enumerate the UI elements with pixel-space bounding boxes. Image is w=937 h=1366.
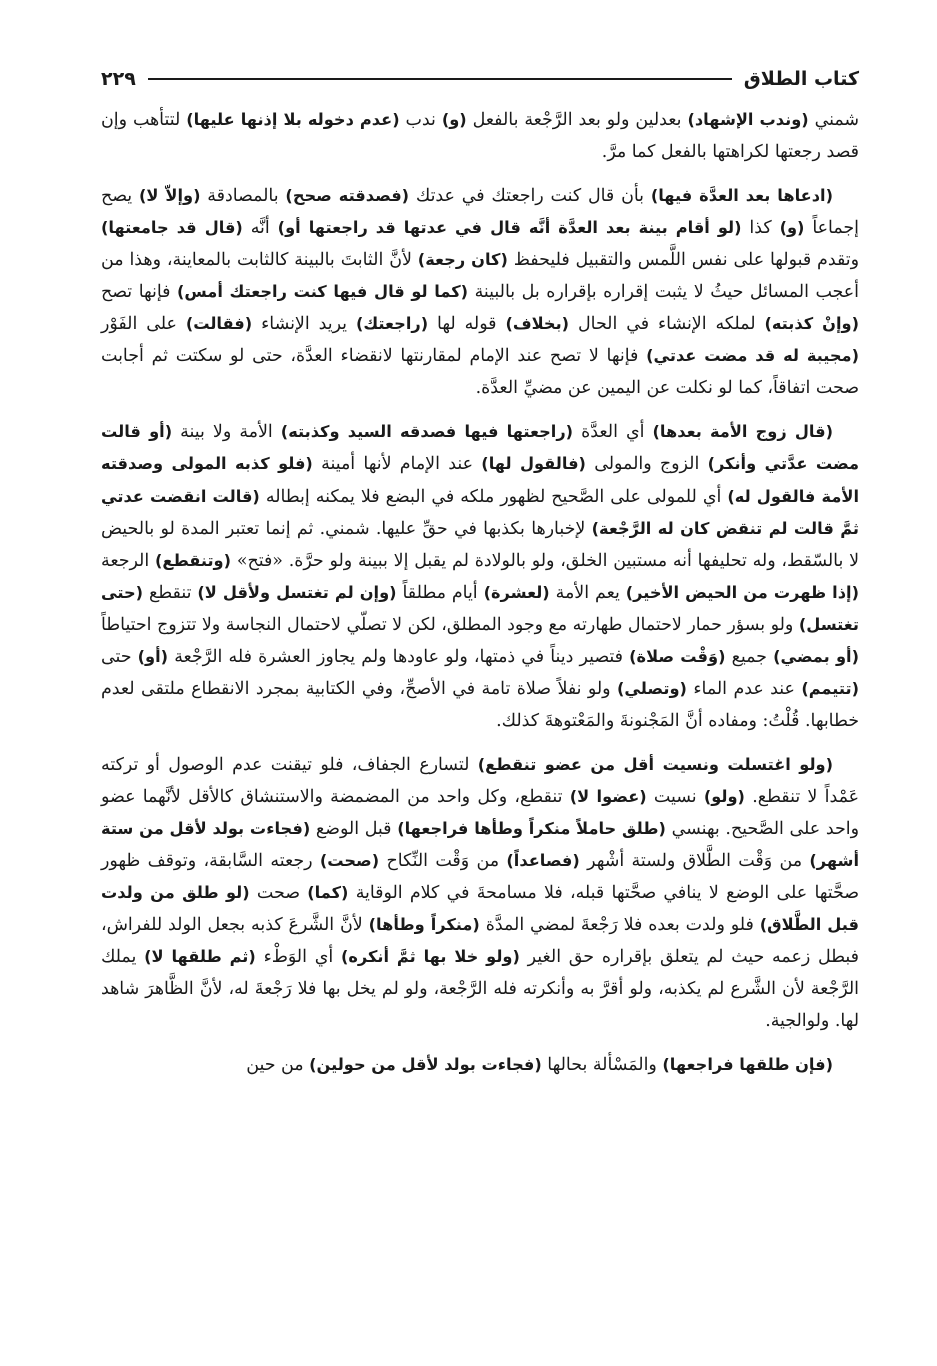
- commentary-text: الرجعة: [101, 550, 155, 571]
- commentary-text: أي للمولى على الصَّحيح لظهور ملكه في البضع فلا يمكنه إبطاله: [259, 486, 728, 507]
- matn-text: (وتصلي): [617, 678, 687, 698]
- matn-text: (مجيبة له قد مضت عدتي): [646, 346, 859, 366]
- matn-text: (فقالت): [185, 314, 253, 334]
- paragraph: [101, 1049, 859, 1081]
- matn-text: (وَقْت صلاة): [629, 646, 726, 666]
- matn-text: (فجاءت بولد لأقل من ستة أشهر): [101, 818, 859, 871]
- commentary-text: لملكه الإنشاء في الحال: [569, 314, 765, 335]
- commentary-text: ولو نفلاً صلاة تامة في الأصحِّ، وفي الكتابية بمجرد الانقطاع ملتقى لعدم خطابها. قُلْتُ: ومفاده أنَّ المَجْنونةَ والمَعْتوهةَ كذلك.: [101, 678, 859, 731]
- commentary-text: رجعته السَّابقة، وتوقف ظهور صحَّتها على الوضع لا ينافي صحَّتها قبله، فلا مسامحةَ في كلام الوقاية: [101, 851, 859, 904]
- commentary-text: كذا: [741, 218, 780, 239]
- commentary-text: الأمة ولا بينة: [172, 422, 281, 443]
- matn-text: (وإلاّ لا): [139, 186, 201, 206]
- commentary-text: فلو ولدت بعده فلا رَجْعةَ لمضي المدَّة: [479, 915, 760, 936]
- commentary-text: جميع: [725, 646, 774, 667]
- commentary-text: أيام مطلقاً: [396, 582, 484, 603]
- header-rule: [148, 78, 732, 80]
- matn-text: (راجعتك): [355, 314, 429, 334]
- commentary-text: أي الوَطْء: [255, 947, 341, 968]
- matn-text: (لو طلق من ولدت قبل الطَّلاق): [101, 883, 859, 935]
- commentary-text: ولو بسؤر حمار لاحتمال طهارته مع وجود المطلق، لكن لا تصلّي لاحتمال النجاسة ولا تتزوج احتياطاً: [101, 614, 799, 635]
- commentary-text: من وَقْت النِّكاح: [379, 851, 507, 872]
- matn-text: (ولو): [703, 786, 745, 806]
- running-header: [101, 62, 859, 96]
- commentary-text: لتتأهب وإن قصد رجعتها لكراهتها بالفعل كما مرَّ.: [101, 110, 859, 163]
- commentary-text: أي العدَّة: [573, 422, 653, 443]
- commentary-text: من وَقْت الطَّلاق ولستة أشْهر: [579, 851, 810, 872]
- book-page: [101, 62, 859, 1081]
- matn-text: (فإن طلقها فراجعها): [662, 1055, 833, 1075]
- matn-text: (طلق حاملاً منكراً وطأها فراجعها): [397, 818, 666, 838]
- commentary-text: تنقطع، وكل واحد من المضمضة والاستنشاق كالأقل لأنَّهما عضو واحد على الصَّحيح. بهنسي: [101, 786, 859, 839]
- commentary-text: لإخبارها بكذبها في حقِّ عليها. شمني. ثم إنما تعتبر المدة لو بالحيض لا بالسّقط، وله تحليفها أنه مستبين الخلق، ولو بالولادة لم يقبل إلا ببينة ولو حرَّة. «فتح»: [101, 518, 860, 571]
- matn-text: (وندب الإشهاد): [687, 110, 809, 129]
- commentary-text: لأنَّ الشَّرعَ كذبه بجعل الولد للفراش، فبطل زعمه حيث لم يتعلق بإقراره حق الغير: [101, 915, 859, 968]
- commentary-text: قبل الوضع: [310, 818, 398, 839]
- paragraph: [101, 749, 859, 1037]
- commentary-text: صحت: [249, 883, 308, 904]
- page-number: ٢٢٩: [101, 68, 136, 90]
- commentary-text: بالمصادقة: [200, 186, 286, 207]
- matn-text: (وتنقطع): [155, 550, 232, 570]
- matn-text: (عضوا لا): [569, 786, 647, 806]
- matn-text: (أو قالت مضت عدَّتي وأنكر): [101, 422, 859, 474]
- paragraph: [101, 416, 859, 736]
- matn-text: (أو بمضي): [773, 646, 859, 666]
- matn-text: (فصدقته صحح): [285, 186, 410, 206]
- commentary-text: أنَّه: [242, 218, 278, 239]
- matn-text: (كما): [307, 883, 349, 903]
- matn-text: (قال زوج الأمة بعدها): [652, 422, 833, 442]
- commentary-text: وتقدم قبولها على نفس اللَّمس والتقبيل فليحفظ: [507, 250, 859, 271]
- matn-text: (ولو اغتسلت ونسيت أقل من عضو تنقطع): [477, 754, 833, 774]
- matn-text: (لعشرة): [483, 582, 550, 602]
- commentary-text: والمَسْألة بحالها: [541, 1055, 663, 1076]
- matn-text: (و): [441, 110, 467, 129]
- matn-text: (قال قد جامعتها): [101, 218, 243, 238]
- commentary-text: شمني: [808, 110, 859, 130]
- commentary-text: من حين: [246, 1055, 310, 1076]
- commentary-text: عند عدم الماء: [686, 678, 802, 699]
- commentary-text: ندب: [399, 110, 442, 130]
- matn-text: (منكراً وطأها): [368, 915, 480, 935]
- paragraph: [101, 104, 859, 168]
- commentary-text: فإنها لا تصح عند الإمام لمقارنتها لانقضاء العدَّة، حتى لو سكتت ثم أجابت صحت اتفاقاً، كما لو نكلت عن اليمين عن مضيِّ العدَّة.: [101, 346, 859, 399]
- commentary-text: بأن قال كنت راجعتك في عدتك: [409, 186, 651, 207]
- commentary-text: الزوج والمولى: [585, 454, 708, 475]
- matn-text: (و): [779, 218, 805, 238]
- commentary-text: فتصير ديناً في ذمتها، ولو عاودها ولم يجاوز العشرة فله الرَّجْعة: [168, 646, 630, 667]
- chapter-title: كتاب الطلاق: [743, 68, 859, 90]
- matn-text: (ادعاها بعد العدَّة فيها): [650, 186, 833, 206]
- commentary-text: حتى: [101, 646, 138, 667]
- matn-text: (صحت): [319, 851, 380, 871]
- commentary-text: يريد الإنشاء: [252, 314, 356, 335]
- commentary-text: بعدلين ولو بعد الرَّجْعة بالفعل: [466, 110, 688, 130]
- body-text: [101, 104, 859, 1081]
- matn-text: (ثم طلقها لا): [144, 947, 256, 967]
- matn-text: (وإن لم تغتسل ولأقل لا): [197, 582, 397, 602]
- matn-text: (إذا ظهرت من الحيض الأخير): [625, 582, 859, 602]
- matn-text: (فجاءت بولد لأقل من حولين): [309, 1055, 542, 1075]
- commentary-text: لأنَّ الثابتَ بالبينة كالثابت بالمعاينة، وهذا من أعجب المسائل حيثُ لا يثبت إقراره بإقراره بل بالبينة: [101, 250, 859, 303]
- matn-text: (ولو خلا بها ثمَّ أنكره): [340, 947, 520, 967]
- matn-text: (راجعتها فيها فصدقه السيد وكذبته): [280, 422, 574, 442]
- matn-text: (تتيمم): [801, 678, 859, 698]
- matn-text: (كان رجعة): [417, 250, 508, 270]
- matn-text: (فلو كذبه المولى وصدقته الأمة فالقول له): [101, 454, 860, 506]
- commentary-text: تنقطع: [143, 582, 198, 603]
- commentary-text: يملك الرَّجْعة لأن الشَّرع لم يكذبه، ولو أقرَّ به وأنكرته فله الرَّجْعة، ولو لم يخل بها فلا رَجْعةَ له، لأنَّ الظَّاهرَ شاهد لها. ولوالجية.: [101, 947, 859, 1032]
- matn-text: (قالت انقضت عدتي ثمَّ قالت لم تنقض كان له الرَّجْعة): [101, 486, 859, 538]
- paragraph: [101, 180, 859, 404]
- matn-text: (لو أقام بينة بعد العدَّة أنَّه قال في عدتها قد راجعتها أو): [277, 218, 742, 238]
- matn-text: (فصاعداً): [506, 851, 580, 871]
- commentary-text: يعم الأمة: [549, 582, 626, 603]
- commentary-text: على الفَوْر: [101, 314, 186, 335]
- matn-text: (كما لو قال فيها كنت راجعتك أمس): [177, 282, 469, 302]
- commentary-text: يصح إجماعاً: [101, 186, 859, 239]
- commentary-text: فإنها تصح: [101, 282, 178, 303]
- matn-text: (حتى تغتسل): [101, 582, 859, 634]
- commentary-text: نسيت: [646, 786, 704, 807]
- commentary-text: لتسارع الجفاف، فلو تيقنت عدم الوصول أو تركته عَمْداً لا تنقطع.: [101, 754, 860, 807]
- matn-text: (أو): [137, 646, 169, 666]
- matn-text: (فالقول لها): [481, 454, 586, 474]
- commentary-text: قوله لها: [428, 314, 506, 335]
- matn-text: (وإنْ كذبته): [764, 314, 859, 334]
- matn-text: (عدم دخوله بلا إذنها عليها): [186, 110, 400, 129]
- commentary-text: عند الإمام لأنها أمينة: [312, 454, 482, 475]
- matn-text: (بخلاف): [505, 314, 570, 334]
